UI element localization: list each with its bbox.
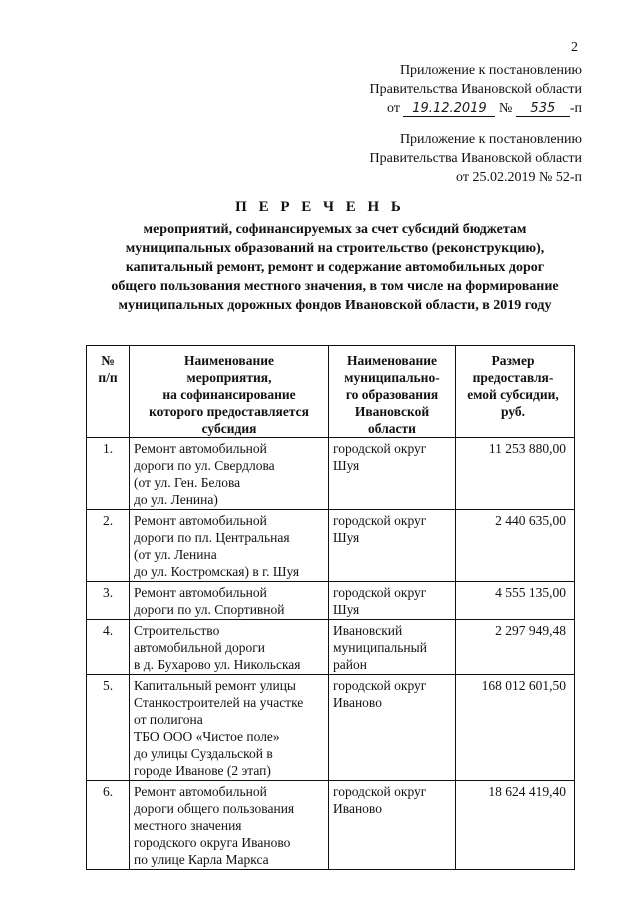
subtitle-line: мероприятий, софинансируемых за счет субсидий бюджетам xyxy=(143,222,527,237)
row-amount: 18 624 419,40 xyxy=(456,781,575,870)
row-event: Ремонт автомобильной дороги по ул. Спортивной xyxy=(130,582,329,620)
table-row xyxy=(87,438,575,510)
number-suffix: -п xyxy=(569,101,582,116)
approval-line: Правительства Ивановской области xyxy=(369,151,582,166)
document-subtitle xyxy=(90,220,580,315)
subtitle-line: общего пользования местного значения, в том числе на формирование xyxy=(111,279,559,294)
handwritten-number: 535 xyxy=(516,102,570,117)
header-event: Наименование мероприятия, на софинансирование которого предоставляется субсидия xyxy=(130,346,329,438)
row-municipality: городской округ Шуя xyxy=(329,438,456,510)
row-event: Ремонт автомобильной дороги по пл. Центральная (от ул. Ленина до ул. Костромская) в г. Шуя xyxy=(130,510,329,582)
row-number: 2. xyxy=(87,510,130,582)
row-municipality: городской округ Иваново xyxy=(329,781,456,870)
row-event: Ремонт автомобильной дороги общего пользования местного значения городского округа Иваново по улице Карла Маркса xyxy=(130,781,329,870)
row-number: 3. xyxy=(87,582,130,620)
page-number: 2 xyxy=(571,40,578,55)
approval-line: от 25.02.2019 № 52-п xyxy=(456,170,582,185)
row-municipality: городской округ Иваново xyxy=(329,675,456,781)
subsidy-table xyxy=(86,345,575,870)
header-municipality: Наименование муниципально- го образования Ивановской области xyxy=(329,346,456,438)
document-heading: П Е Р Е Ч Е Н Ь xyxy=(235,199,405,215)
subtitle-line: капитальный ремонт, ремонт и содержание автомобильных дорог xyxy=(125,260,545,275)
table-row xyxy=(87,582,575,620)
approval-block-new xyxy=(282,61,582,118)
row-municipality: городской округ Шуя xyxy=(329,582,456,620)
approval-line: Приложение к постановлению xyxy=(399,63,582,78)
approval-line: Правительства Ивановской области xyxy=(369,82,582,97)
approval-date-line xyxy=(282,99,582,118)
header-amount: Размер предоставля- емой субсидии, руб. xyxy=(456,346,575,438)
approval-line: Приложение к постановлению xyxy=(399,132,582,147)
row-event: Ремонт автомобильной дороги по ул. Свердлова (от ул. Ген. Белова до ул. Ленина) xyxy=(130,438,329,510)
row-municipality: городской округ Шуя xyxy=(329,510,456,582)
subtitle-line: муниципальных образований на строительство (реконструкцию), xyxy=(125,241,545,256)
row-number: 5. xyxy=(87,675,130,781)
row-amount: 2 297 949,48 xyxy=(456,620,575,675)
approval-block-old xyxy=(282,130,582,187)
table-row xyxy=(87,510,575,582)
row-municipality: Ивановский муниципальный район xyxy=(329,620,456,675)
subtitle-line: муниципальных дорожных фондов Ивановской области, в 2019 году xyxy=(118,298,552,313)
table-row xyxy=(87,781,575,870)
row-event: Строительство автомобильной дороги в д. Бухарово ул. Никольская xyxy=(130,620,329,675)
table-row xyxy=(87,675,575,781)
row-amount: 2 440 635,00 xyxy=(456,510,575,582)
row-event: Капитальный ремонт улицы Станкостроителей на участке от полигона ТБО ООО «Чистое поле» до улицы Суздальской в городе Иванове (2 этап) xyxy=(130,675,329,781)
from-label: от xyxy=(387,101,400,116)
handwritten-date: 19.12.2019 xyxy=(403,102,495,117)
number-label: № xyxy=(498,101,513,116)
row-number: 1. xyxy=(87,438,130,510)
header-number: № п/п xyxy=(87,346,130,438)
table-header-row xyxy=(87,346,575,438)
row-number: 6. xyxy=(87,781,130,870)
row-number: 4. xyxy=(87,620,130,675)
row-amount: 168 012 601,50 xyxy=(456,675,575,781)
row-amount: 4 555 135,00 xyxy=(456,582,575,620)
row-amount: 11 253 880,00 xyxy=(456,438,575,510)
table-row xyxy=(87,620,575,675)
